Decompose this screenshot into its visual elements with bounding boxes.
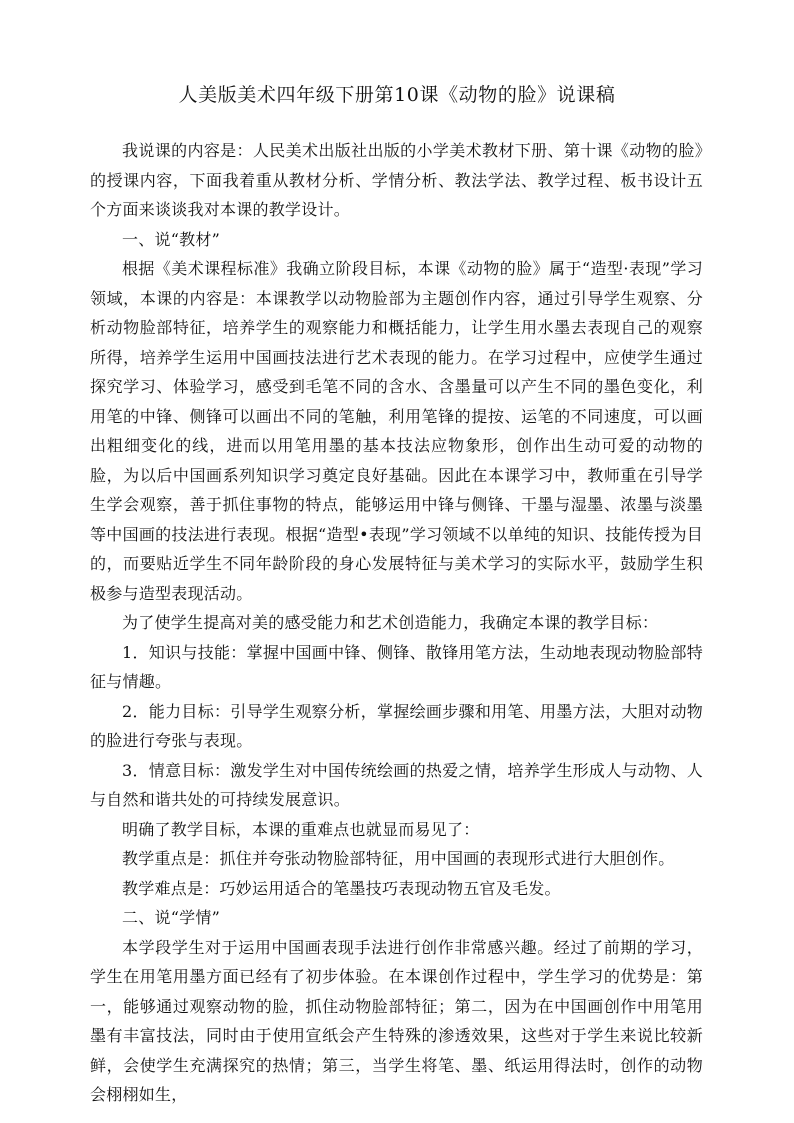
objective-knowledge-skills: 1．知识与技能：掌握中国画中锋、侧锋、散锋用笔方法，生动地表现动物脸部特征与情趣。 [90,642,703,691]
document-title: 人美版美术四年级下册第10课《动物的脸》说课稿 [178,84,616,106]
objective-ability: 2．能力目标：引导学生观察分析，掌握绘画步骤和用笔、用墨方法，大胆对动物的脸进行夸张与表现。 [90,701,703,750]
teaching-key-point: 教学重点是：抓住并夸张动物脸部特征，用中国画的表现形式进行大胆创作。 [122,849,675,868]
section-heading-students: 二、说“学情” [122,908,221,927]
objective-emotion: 3．情意目标：激发学生对中国传统绘画的热爱之情，培养学生形成人与动物、人与自然和谐共处的可持续发展意识。 [90,760,703,809]
paragraph-objectives-intro: 为了使学生提高对美的感受能力和艺术创造能力，我确定本课的教学目标： [122,613,659,632]
paragraph-textbook-analysis: 根据《美术课程标准》我确立阶段目标，本课《动物的脸》属于“造型·表现”学习领域，本课的内容是：本课教学以动物脸部为主题创作内容，通过引导学生观察、分析动物脸部特征，培养学生的观察能力和概括能力，让学生用水墨去表现自己的观察所得，培养学生运用中国画技法进行艺术表现的能力。在学习过程中，应使学生通过探究学习、体验学习，感受到毛笔不同的含水、含墨量可以产生不同的墨色变化，利用笔的中锋、侧锋可以画出不同的笔触，利用笔锋的提按、运笔的不同速度，可以画出粗细变化的线，进而以用笔用墨的基本技法应物象形，创作出生动可爱的动物的脸，为以后中国画系列知识学习奠定良好基础。因此在本课学习中，教师重在引导学生学会观察，善于抓住事物的特点，能够运用中锋与侧锋、干墨与湿墨、浓墨与淡墨等中国画的技法进行表现。根据“造型•表现”学习领域不以单纯的知识、技能传授为目的，而要贴近学生不同年龄阶段的身心发展特征与美术学习的实际水平，鼓励学生积极参与造型表现活动。 [90,259,703,603]
paragraph-key-points-intro: 明确了教学目标，本课的重难点也就显而易见了： [122,819,480,839]
paragraph-student-analysis: 本学段学生对于运用中国画表现手法进行创作非常感兴趣。经过了前期的学习，学生在用笔用墨方面已经有了初步体验。在本课创作过程中，学生学习的优势是：第一，能够通过观察动物的脸，抓住动物脸部特征；第二，因为在中国画创作中用笔用墨有丰富技法，同时由于使用宣纸会产生特殊的渗透效果，这些对于学生来说比较新鲜，会使学生充满探究的热情；第三，当学生将笔、墨、纸运用得法时，创作的动物会栩栩如生， [90,937,703,1104]
section-heading-textbook: 一、说“教材” [122,229,221,249]
paragraph-intro: 我说课的内容是：人民美术出版社出版的小学美术教材下册、第十课《动物的脸》的授课内容，下面我着重从教材分析、学情分析、教法学法、教学过程、板书设计五个方面来谈谈我对本课的教学设计。 [90,141,703,219]
teaching-difficulty: 教学难点是：巧妙运用适合的笔墨技巧表现动物五官及毛发。 [122,878,561,898]
document-body [90,136,703,1110]
